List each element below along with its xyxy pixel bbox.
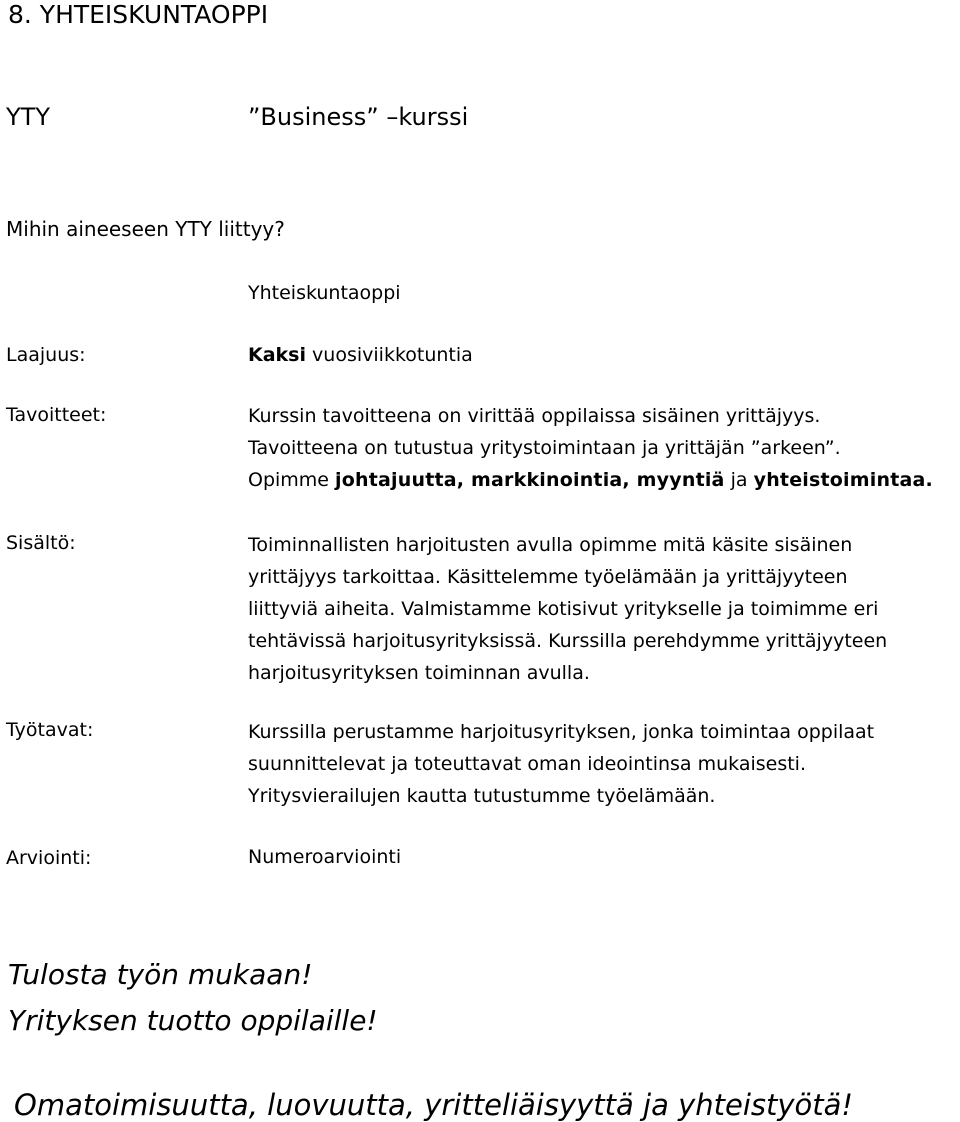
label-tavoitteet: Tavoitteet: (6, 404, 107, 426)
tavoitteet-line-1: Kurssin tavoitteena on virittää oppilaissa sisäinen yrittäjyys. (248, 405, 821, 427)
tyotavat-line: suunnittelevat ja toteuttavat oman ideointinsa mukaisesti. (248, 753, 806, 775)
tavoitteet-text (248, 400, 933, 496)
label-laajuus: Laajuus: (6, 344, 86, 366)
closing-line-1: Tulosta työn mukaan! (8, 958, 313, 991)
laajuus-bold: Kaksi (248, 344, 307, 366)
tavoitteet-bold-topics: johtajuutta, markkinointia, myyntiä (335, 469, 725, 491)
closing-line-2: Yrityksen tuotto oppilaille! (8, 1004, 378, 1037)
sisalto-text (248, 529, 887, 689)
arviointi-value: Numeroarviointi (248, 846, 402, 868)
course-code: YTY (6, 103, 50, 131)
sisalto-line: harjoitusyrityksen toiminnan avulla. (248, 662, 590, 684)
tyotavat-text (248, 716, 874, 812)
closing-line-3: Omatoimisuutta, luovuutta, yritteliäisyyttä ja yhteistyötä! (14, 1088, 854, 1122)
tavoitteet-line-2: Tavoitteena on tutustua yritystoimintaan ja yrittäjän ”arkeen”. (248, 437, 841, 459)
sisalto-line: liittyviä aiheita. Valmistamme kotisivut yritykselle ja toimimme eri (248, 598, 879, 620)
sisalto-line: yrittäjyys tarkoittaa. Käsittelemme työelämään ja yrittäjyyteen (248, 566, 848, 588)
label-sisalto: Sisältö: (6, 532, 76, 554)
subject-answer: Yhteiskuntaoppi (248, 282, 401, 304)
page-title: 8. YHTEISKUNTAOPPI (8, 0, 269, 29)
label-arviointi: Arviointi: (6, 847, 92, 869)
label-tyotavat: Työtavat: (6, 719, 94, 741)
laajuus-rest: vuosiviikkotuntia (306, 344, 473, 366)
sisalto-line: Toiminnallisten harjoitusten avulla opimme mitä käsite sisäinen (248, 534, 853, 556)
subject-question: Mihin aineeseen YTY liittyy? (6, 217, 285, 241)
tavoitteet-line-3-mid: ja (724, 469, 754, 491)
tavoitteet-line-3-prefix: Opimme (248, 469, 336, 491)
sisalto-line: tehtävissä harjoitusyrityksissä. Kurssilla perehdymme yrittäjyyteen (248, 630, 888, 652)
tavoitteet-line-3 (248, 464, 933, 496)
tyotavat-line: Yritysvierailujen kautta tutustumme työelämään. (248, 785, 716, 807)
laajuus-value (248, 346, 473, 365)
course-name: ”Business” –kurssi (248, 103, 469, 131)
tavoitteet-bold-cooperation: yhteistoimintaa. (753, 469, 933, 491)
tyotavat-line: Kurssilla perustamme harjoitusyrityksen, jonka toimintaa oppilaat (248, 721, 875, 743)
